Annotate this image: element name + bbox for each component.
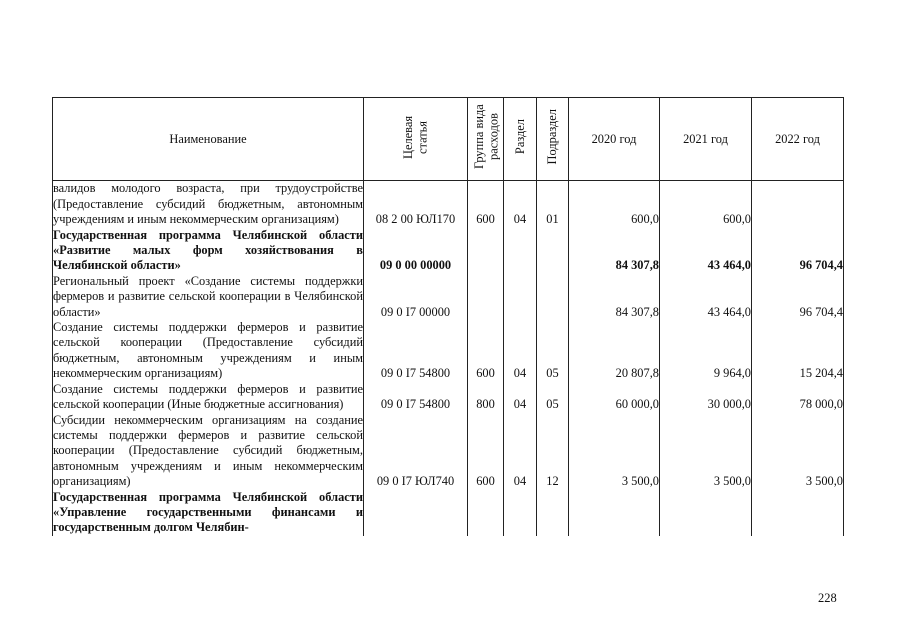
header-2021: 2021 год — [660, 98, 752, 181]
budget-table — [52, 97, 844, 536]
cell-section: 04 — [504, 413, 537, 490]
cell-2021: 43 464,0 — [660, 228, 752, 274]
cell-target-article — [364, 490, 468, 536]
cell-2021: 30 000,0 — [660, 382, 752, 413]
cell-2022: 15 204,4 — [752, 320, 844, 382]
cell-2022: 96 704,4 — [752, 274, 844, 320]
cell-2020: 84 307,8 — [569, 228, 660, 274]
header-expense-group: Группа вида расходов — [468, 98, 504, 181]
cell-name: Государственная программа Челябинской области «Управление государственными финансами и государственным долгом Челябин- — [53, 489, 363, 535]
cell-subsection — [537, 228, 569, 274]
cell-expense-group: 600 — [468, 320, 504, 382]
cell-name: Создание системы поддержки фермеров и развитие сельской кооперации (Иные бюджетные ассигнования) — [53, 381, 363, 412]
table-row — [53, 490, 844, 536]
cell-name: Государственная программа Челябинской области «Развитие малых форм хозяйствования в Челябинской области» — [53, 227, 363, 273]
cell-2021: 43 464,0 — [660, 274, 752, 320]
table-row — [53, 320, 844, 382]
cell-subsection: 05 — [537, 320, 569, 382]
table-row — [53, 382, 844, 413]
cell-name: Региональный проект «Создание системы поддержки фермеров и развитие сельской кооперации в Челябинской области» — [53, 273, 363, 319]
header-2020: 2020 год — [569, 98, 660, 181]
cell-section — [504, 228, 537, 274]
cell-2020: 84 307,8 — [569, 274, 660, 320]
cell-name: валидов молодого возраста, при трудоустройстве (Предоставление субсидий бюджетным, автономным учреждениям и иным некоммерческим организациям) — [53, 181, 363, 227]
cell-section: 04 — [504, 382, 537, 413]
table-row — [53, 181, 844, 228]
cell-2022 — [752, 181, 844, 228]
cell-section — [504, 490, 537, 536]
table-row — [53, 274, 844, 320]
page-number: 228 — [818, 591, 837, 605]
table-header — [53, 98, 844, 181]
header-subsection: Подраздел — [537, 98, 569, 181]
cell-2021: 3 500,0 — [660, 413, 752, 490]
cell-2020: 60 000,0 — [569, 382, 660, 413]
cell-target-article: 09 0 I7 ЮЛ740 — [364, 413, 468, 490]
table-row — [53, 413, 844, 490]
cell-2022: 78 000,0 — [752, 382, 844, 413]
cell-2020: 3 500,0 — [569, 413, 660, 490]
cell-subsection: 01 — [537, 181, 569, 228]
header-name: Наименование — [53, 98, 364, 181]
cell-2022: 96 704,4 — [752, 228, 844, 274]
cell-target-article: 09 0 I7 54800 — [364, 382, 468, 413]
cell-2021: 600,0 — [660, 181, 752, 228]
cell-target-article: 09 0 I7 00000 — [364, 274, 468, 320]
cell-subsection — [537, 490, 569, 536]
cell-expense-group: 800 — [468, 382, 504, 413]
cell-name: Субсидии некоммерческим организациям на создание системы поддержки фермеров и развитие сельской кооперации (Предоставление субсидий бюджетным, автономным учреждениям и иным некоммерческим организациям) — [53, 412, 363, 489]
cell-subsection: 12 — [537, 413, 569, 490]
cell-2020: 600,0 — [569, 181, 660, 228]
cell-name: Создание системы поддержки фермеров и развитие сельской кооперации (Предоставление субсидий бюджетным, автономным учреждениям и иным некоммерческим организациям) — [53, 320, 363, 381]
cell-target-article: 08 2 00 ЮЛ170 — [364, 181, 468, 228]
cell-expense-group: 600 — [468, 181, 504, 228]
table-row — [53, 228, 844, 274]
cell-2020: 20 807,8 — [569, 320, 660, 382]
cell-2020 — [569, 490, 660, 536]
header-section: Раздел — [504, 98, 537, 181]
cell-target-article: 09 0 00 00000 — [364, 228, 468, 274]
cell-section: 04 — [504, 181, 537, 228]
cell-2021 — [660, 490, 752, 536]
cell-2021: 9 964,0 — [660, 320, 752, 382]
table-body — [53, 181, 844, 536]
header-2022: 2022 год — [752, 98, 844, 181]
cell-2022 — [752, 490, 844, 536]
cell-expense-group — [468, 228, 504, 274]
cell-subsection: 05 — [537, 382, 569, 413]
cell-expense-group — [468, 274, 504, 320]
cell-section — [504, 274, 537, 320]
cell-section: 04 — [504, 320, 537, 382]
cell-2022: 3 500,0 — [752, 413, 844, 490]
header-target-article: Целевая статья — [364, 98, 468, 181]
cell-expense-group — [468, 490, 504, 536]
cell-target-article: 09 0 I7 54800 — [364, 320, 468, 382]
cell-subsection — [537, 274, 569, 320]
cell-expense-group: 600 — [468, 413, 504, 490]
